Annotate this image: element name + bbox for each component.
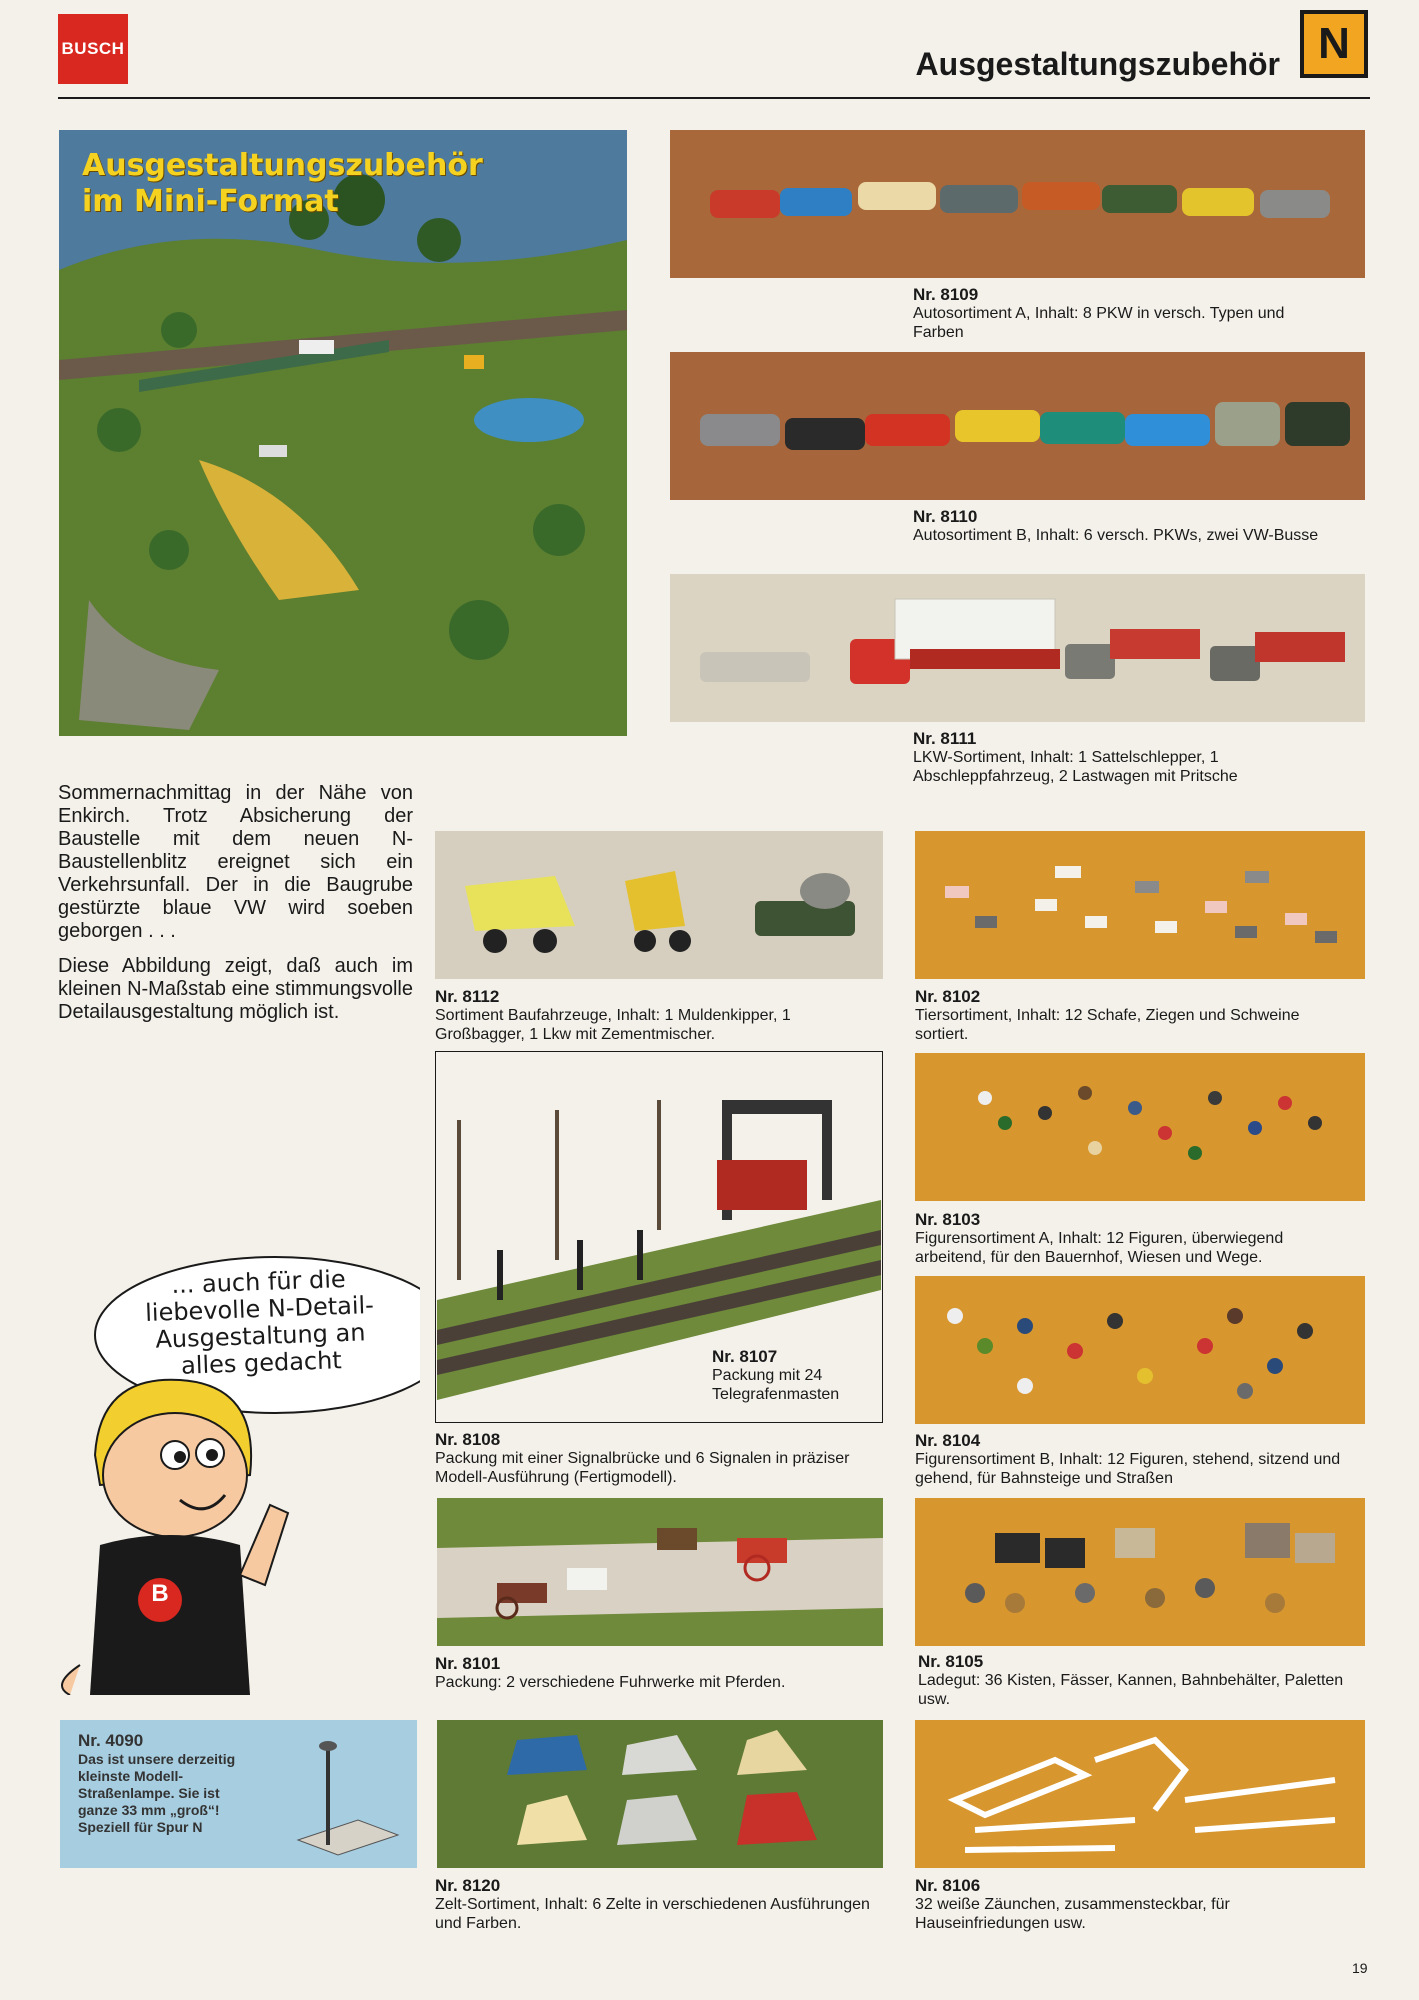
logo-text: BUSCH xyxy=(61,39,125,58)
scale-badge: N xyxy=(1300,10,1368,78)
hero-headline-line2: im Mini-Format xyxy=(82,184,339,219)
street-lamp-image xyxy=(288,1730,408,1860)
caption-8104 xyxy=(915,1431,1355,1488)
product-description: LKW-Sortiment, Inhalt: 1 Sattelschlepper, 1 Abschleppfahrzeug, 2 Lastwagen mit Pritsche xyxy=(913,749,1238,785)
product-number: Nr. 8107 xyxy=(712,1347,778,1366)
product-number: Nr. 8120 xyxy=(435,1876,501,1895)
product-number: Nr. 8105 xyxy=(918,1652,984,1671)
product-number: Nr. 8104 xyxy=(915,1431,981,1450)
product-image-8111 xyxy=(670,574,1365,722)
busch-logo xyxy=(58,14,128,84)
product-description: Zelt-Sortiment, Inhalt: 6 Zelte in verschiedenen Ausführungen und Farben. xyxy=(435,1896,870,1932)
caption-8107 xyxy=(712,1347,882,1404)
product-number: Nr. 8106 xyxy=(915,1876,981,1895)
hero-headline xyxy=(82,148,483,220)
product-number: Nr. 8108 xyxy=(435,1430,501,1449)
intro-paragraph-1: Sommernachmittag in der Nähe von Enkirch. Trotz Absicherung der Baustelle mit dem neuen N-Baustellenblitz ereignet sich ein Verkehrsunfall. Der in die Baugrube gestürzte blaue VW wird soeben geborgen . . . xyxy=(58,782,413,942)
product-image-8109 xyxy=(670,130,1365,278)
intro-text xyxy=(58,782,413,1036)
product-description: Autosortiment A, Inhalt: 8 PKW in versch. Typen und Farben xyxy=(913,305,1285,341)
product-description: 32 weiße Zäunchen, zusammensteckbar, für Hauseinfriedungen usw. xyxy=(915,1896,1230,1932)
product-description: Autosortiment B, Inhalt: 6 versch. PKWs, zwei VW-Busse xyxy=(913,527,1319,544)
product-image-8104 xyxy=(915,1276,1365,1424)
product-number: Nr. 8101 xyxy=(435,1654,501,1673)
caption-8102 xyxy=(915,987,1355,1044)
product-description: Packung: 2 verschiedene Fuhrwerke mit Pferden. xyxy=(435,1674,786,1691)
caption-8110 xyxy=(913,507,1353,545)
product-image-8110 xyxy=(670,352,1365,500)
caption-8120 xyxy=(435,1876,875,1933)
product-box-4090 xyxy=(60,1720,417,1868)
caption-8112 xyxy=(435,987,865,1044)
product-number: Nr. 8111 xyxy=(913,729,977,748)
product-number: Nr. 8110 xyxy=(913,507,978,526)
intro-paragraph-2: Diese Abbildung zeigt, daß auch im kleinen N-Maßstab eine stimmungsvolle Detailausgestaltung möglich ist. xyxy=(58,955,413,1023)
product-image-8120 xyxy=(437,1720,883,1868)
product-image-8101 xyxy=(437,1498,883,1646)
product-image-8112 xyxy=(435,831,883,979)
caption-8103 xyxy=(915,1210,1355,1267)
mascot-speech-text: ... auch für die liebevolle N-Detail-Ausgestaltung an alles gedacht xyxy=(144,1264,375,1380)
product-description: Packung mit einer Signalbrücke und 6 Signalen in präziser Modell-Ausführung (Fertigmodell). xyxy=(435,1450,850,1486)
mascot-illustration xyxy=(40,1255,420,1695)
product-image-8103 xyxy=(915,1053,1365,1201)
caption-8105 xyxy=(918,1652,1358,1709)
product-number: Nr. 8112 xyxy=(435,987,500,1006)
product-image-8102 xyxy=(915,831,1365,979)
product-description: Sortiment Baufahrzeuge, Inhalt: 1 Muldenkipper, 1 Großbagger, 1 Lkw mit Zementmischer. xyxy=(435,1007,791,1043)
product-number: Nr. 8102 xyxy=(915,987,981,1006)
page-number: 19 xyxy=(1352,1960,1368,1976)
page-title: Ausgestaltungszubehör xyxy=(915,46,1280,82)
hero-headline-line1: Ausgestaltungszubehör xyxy=(82,148,483,183)
product-description: Packung mit 24 Telegrafenmasten xyxy=(712,1367,840,1403)
product-image-8105 xyxy=(915,1498,1365,1646)
product-number: Nr. 4090 xyxy=(78,1731,144,1750)
product-description: Figurensortiment B, Inhalt: 12 Figuren, stehend, sitzend und gehend, für Bahnsteige und Straßen xyxy=(915,1451,1341,1487)
header-rule xyxy=(58,97,1370,99)
mascot-shirt-letter: B xyxy=(151,1580,169,1607)
caption-8101 xyxy=(435,1654,875,1692)
product-number: Nr. 8103 xyxy=(915,1210,981,1229)
caption-8109 xyxy=(913,285,1333,342)
product-description: Das ist unsere derzeitig kleinste Modell-Straßenlampe. Sie ist ganze 33 mm „groß“! Speziell für Spur N xyxy=(78,1751,236,1835)
caption-8106 xyxy=(915,1876,1355,1933)
product-image-8106 xyxy=(915,1720,1365,1868)
product-description: Tiersortiment, Inhalt: 12 Schafe, Ziegen und Schweine sortiert. xyxy=(915,1007,1300,1043)
product-number: Nr. 8109 xyxy=(913,285,979,304)
caption-8108 xyxy=(435,1430,875,1487)
product-description: Ladegut: 36 Kisten, Fässer, Kannen, Bahnbehälter, Paletten usw. xyxy=(918,1672,1344,1708)
caption-4090 xyxy=(78,1732,258,1836)
caption-8111 xyxy=(913,729,1353,786)
hero-diorama-image xyxy=(59,130,627,736)
product-description: Figurensortiment A, Inhalt: 12 Figuren, überwiegend arbeitend, für den Bauernhof, Wiesen und Wege. xyxy=(915,1230,1284,1266)
